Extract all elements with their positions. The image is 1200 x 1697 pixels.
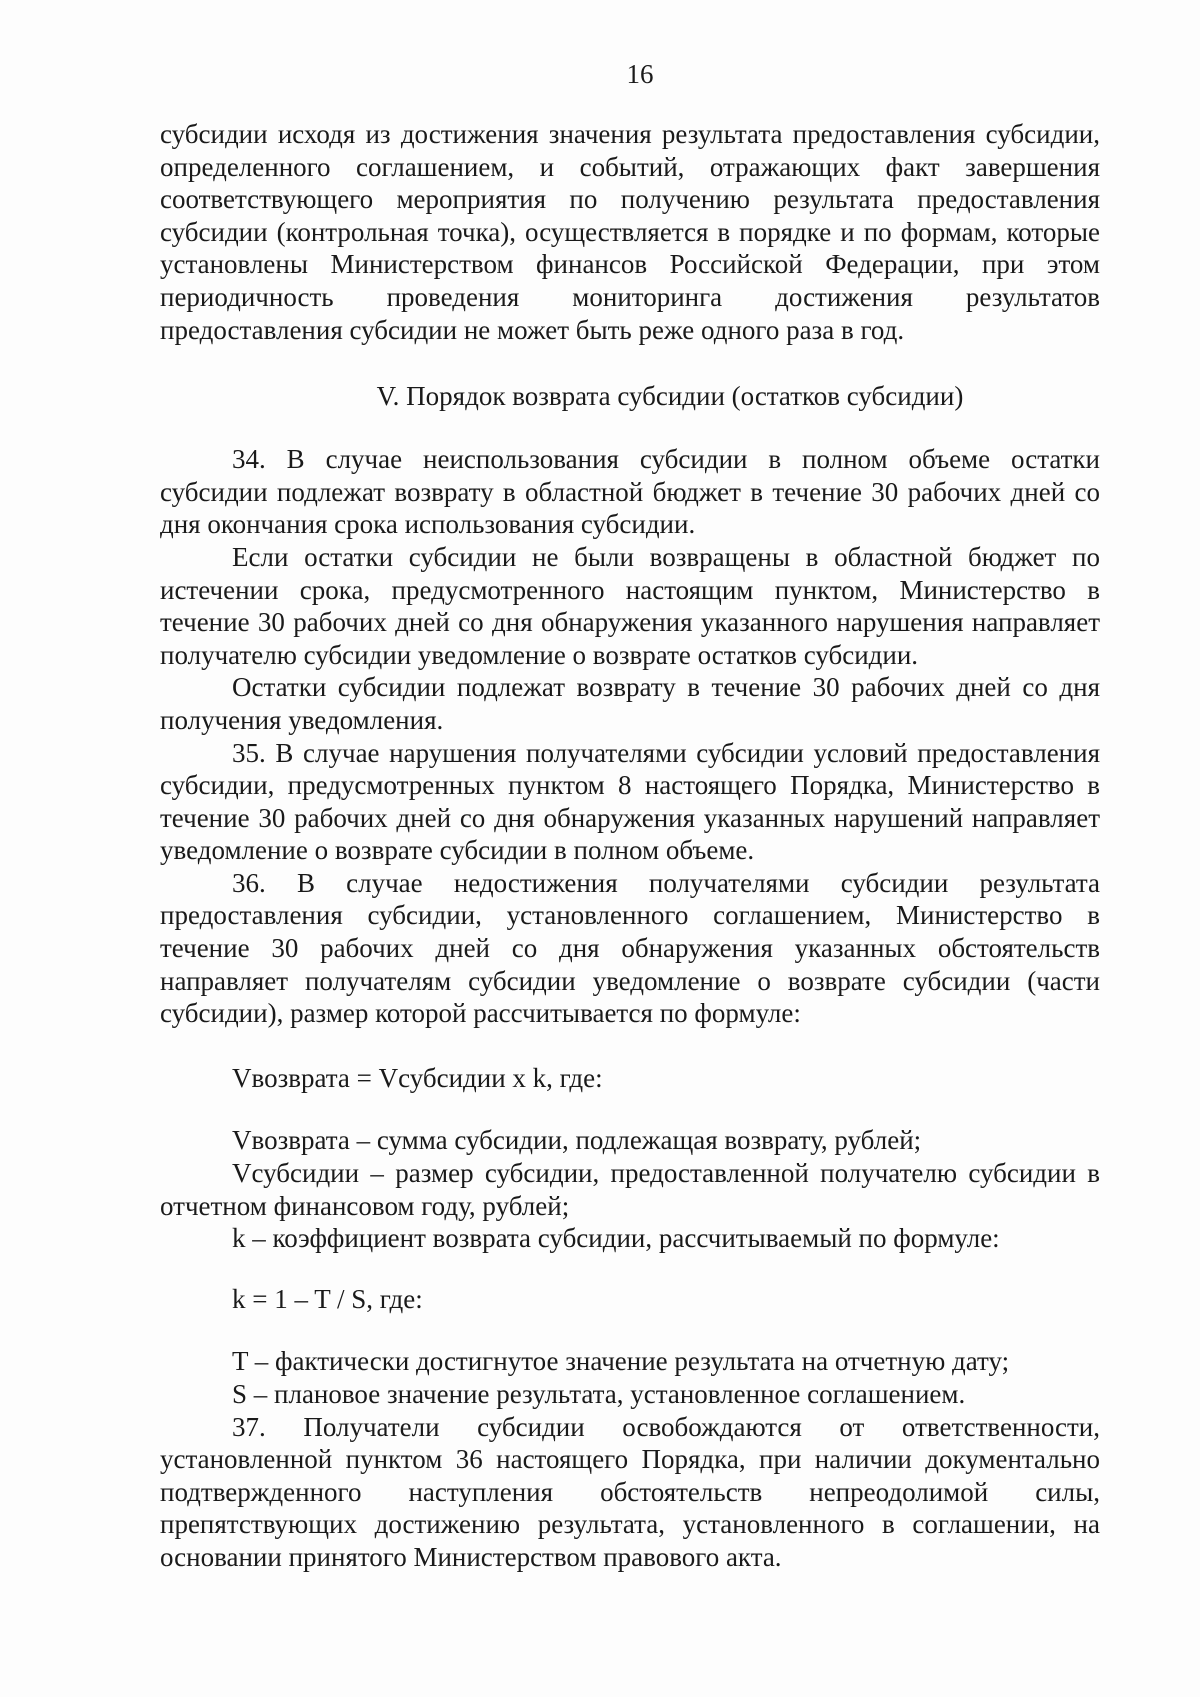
definition-k: k – коэффициент возврата субсидии, рассчитываемый по формуле:: [232, 1223, 1000, 1254]
definition-s: S – плановое значение результата, установленное соглашением.: [232, 1379, 966, 1409]
paragraph-35: 35. В случае нарушения получателями субсидии условий предоставления субсидии, предусмотренных пунктом 8 настоящего Порядка, Министерство в течение 30 рабочих дней со дня обнаружения указанных нарушений направляет уведомление о возврате субсидии в полном объеме.: [160, 737, 1100, 866]
definition-v-subsidii: Vсубсидии – размер субсидии, предоставленной получателю субсидии в отчетном финансовом году, рублей;: [160, 1158, 1100, 1221]
paragraph-34: 34. В случае неиспользования субсидии в полном объеме остатки субсидии подлежат возврату в областной бюджет в течение 30 рабочих дней со дня окончания срока использования субсидии.: [160, 444, 1100, 540]
paragraph-37: 37. Получатели субсидии освобождаются от ответственности, установленной пунктом 36 настоящего Порядка, при наличии документально подтвержденного наступления обстоятельств непреодолимой силы, препятствующих достижению результата, установленного в соглашении, на основании принятого Министерством правового акта.: [160, 1411, 1100, 1572]
definition-v-vozvrata: Vвозврата – сумма субсидии, подлежащая возврату, рублей;: [232, 1125, 922, 1156]
formula-v-vozvrata: Vвозврата = Vсубсидии x k, где:: [232, 1062, 603, 1093]
document-body: [160, 118, 1100, 1574]
paragraph-34-3: Остатки субсидии подлежат возврату в течение 30 рабочих дней со дня получения уведомления.: [160, 672, 1100, 735]
formula-k: k = 1 – T / S, где:: [232, 1283, 423, 1314]
paragraph-intro: субсидии исходя из достижения значения результата предоставления субсидии, определенного соглашением, и событий, отражающих факт завершения соответствующего мероприятия по получению результата предоставления субсидии (контрольная точка), осуществляется в порядке и по формам, которые установлены Министерством финансов Российской Федерации, при этом периодичность проведения мониторинга достижения результатов предоставления субсидии не может быть реже одного раза в год.: [160, 119, 1100, 345]
paragraph-34-2: Если остатки субсидии не были возвращены в областной бюджет по истечении срока, предусмотренного настоящим пунктом, Министерство в течение 30 рабочих дней со дня обнаружения указанного нарушения направляет получателю субсидии уведомление о возврате остатков субсидии.: [160, 541, 1100, 670]
paragraph-36: 36. В случае недостижения получателями субсидии результата предоставления субсидии, установленного соглашением, Министерство в течение 30 рабочих дней со дня обнаружения указанных обстоятельств направляет получателям субсидии уведомление о возврате субсидии (части субсидии), размер которой рассчитывается по формуле:: [160, 867, 1100, 1029]
definition-t: T – фактически достигнутое значение результата на отчетную дату;: [232, 1346, 1010, 1377]
page-number: 16: [626, 59, 654, 89]
section-heading: V. Порядок возврата субсидии (остатков субсидии): [376, 381, 964, 412]
